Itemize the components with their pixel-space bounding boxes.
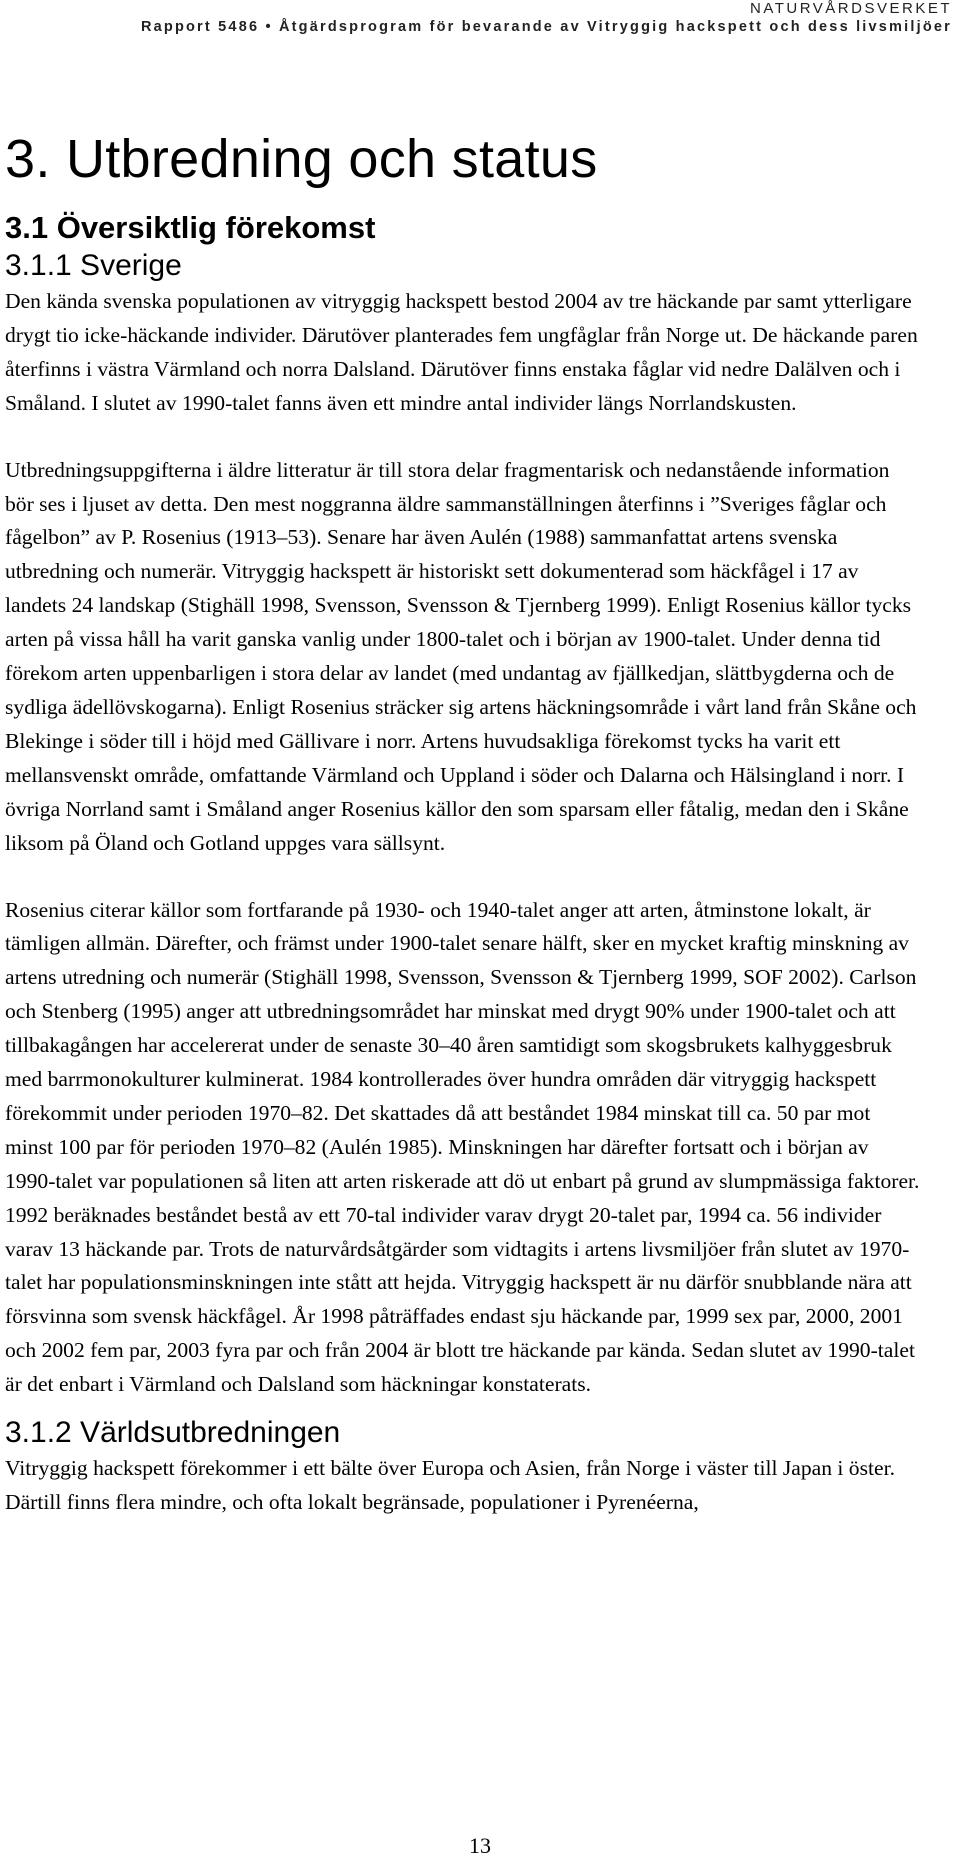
header-report-title: Rapport 5486 • Åtgärdsprogram för bevarande av Vitryggig hackspett och dess livsmiljöer: [140, 19, 952, 35]
paragraph: Rosenius citerar källor som fortfarande på 1930- och 1940-talet anger att arten, åtminstone lokalt, är tämligen allmän. Därefter, och främst under 1900-talet senare hälft, sker en mycket kraftig minskning av artens utredning och numerär (Stighäll 1998, Svensson, Svensson & Tjernberg 1999, SOF 2002). Carlson och Stenberg (1995) anger att utbredningsområdet har minskat med drygt 90% under 1900-talet och att tillbakagången har accelererat under de senaste 30–40 åren samtidigt som skogsbrukets kalhyggesbruk med barrmonokulturer kulminerat. 1984 kontrollerades över hundra områden där vitryggig hackspett förekommit under perioden 1970–82. Det skattades då att beståndet 1984 minskat till ca. 50 par mot minst 100 par för perioden 1970–82 (Aulén 1985). Minskningen har därefter fortsatt och i början av 1990-talet var populationen så liten att arten riskerade att dö ut enbart på grund av slumpmässiga faktorer. 1992 beräknades beståndet bestå av ett 70-tal individer varav drygt 20-talet par, 1994 ca. 56 individer varav 13 häckande par. Trots de naturvårdsåtgärder som vidtagits i artens livsmiljöer från slutet av 1970-talet har populationsminskningen inte stått att hejda. Vitryggig hackspett är nu därför snubblande nära att försvinna som svensk häckfågel. År 1998 påträffades endast sju häckande par, 1999 sex par, 2000, 2001 och 2002 fem par, 2003 fyra par och från 2004 är blott tre häckande par kända. Sedan slutet av 1990-talet är det enbart i Värmland och Dalsland som häckningar konstaterats.: [5, 897, 920, 1397]
page-number: 13: [469, 1833, 491, 1858]
header-organization: NATURVÅRDSVERKET: [750, 0, 952, 17]
subsection-heading-varld: 3.1.2 Världsutbredningen: [5, 1416, 341, 1450]
running-header: [141, 0, 952, 36]
main-content: [3, 128, 923, 1520]
paragraph: Den kända svenska populationen av vitryggig hackspett bestod 2004 av tre häckande par samt ytterligare drygt tio icke-häckande individer. Därutöver planterades fem ungfåglar från Norge ut. De häckande paren återfinns i västra Värmland och norra Dalsland. Därutöver finns enstaka fåglar vid nedre Dalälven och i Småland. I slutet av 1990-talet fanns även ett mindre antal individer längs Norrlandskusten.: [5, 289, 918, 415]
paragraph: Utbredningsuppgifterna i äldre litteratur är till stora delar fragmentarisk och nedanstående information bör ses i ljuset av detta. Den mest noggranna äldre sammanställningen återfinns i ”Sveriges fåglar och fågelbon” av P. Rosenius (1913–53). Senare har även Aulén (1988) sammanfattat artens svenska utbredning och numerär. Vitryggig hackspett är historiskt sett dokumenterad som häckfågel i 17 av landets 24 landskap (Stighäll 1998, Svensson, Svensson & Tjernberg 1999). Enligt Rosenius källor tycks arten på vissa håll ha varit ganska vanlig under 1800-talet och i början av 1900-talet. Under denna tid förekom arten uppenbarligen i stora delar av landet (med undantag av fjällkedjan, slättbygderna och de sydliga ädellövskogarna). Enligt Rosenius sträcker sig artens häckningsområde i vårt land från Skåne och Blekinge i söder till i höjd med Gällivare i norr. Artens huvudsakliga förekomst tycks ha varit ett mellansvenskt område, omfattande Värmland och Uppland i söder och Dalarna och Hälsingland i norr. I övriga Norrland samt i Småland anger Rosenius källor den som sparsam eller fåtalig, medan den i Skåne liksom på Öland och Gotland uppges vara sällsynt.: [5, 457, 917, 855]
chapter-heading: 3. Utbredning och status: [5, 129, 598, 189]
paragraph: Vitryggig hackspett förekommer i ett bälte över Europa och Asien, från Norge i väster till Japan i öster. Därtill finns flera mindre, och ofta lokalt begränsade, populationer i Pyrenéerna,: [5, 1456, 895, 1514]
subsection-heading-sverige: 3.1.1 Sverige: [5, 249, 182, 282]
section-heading-overview: 3.1 Översiktlig förekomst: [5, 210, 376, 245]
